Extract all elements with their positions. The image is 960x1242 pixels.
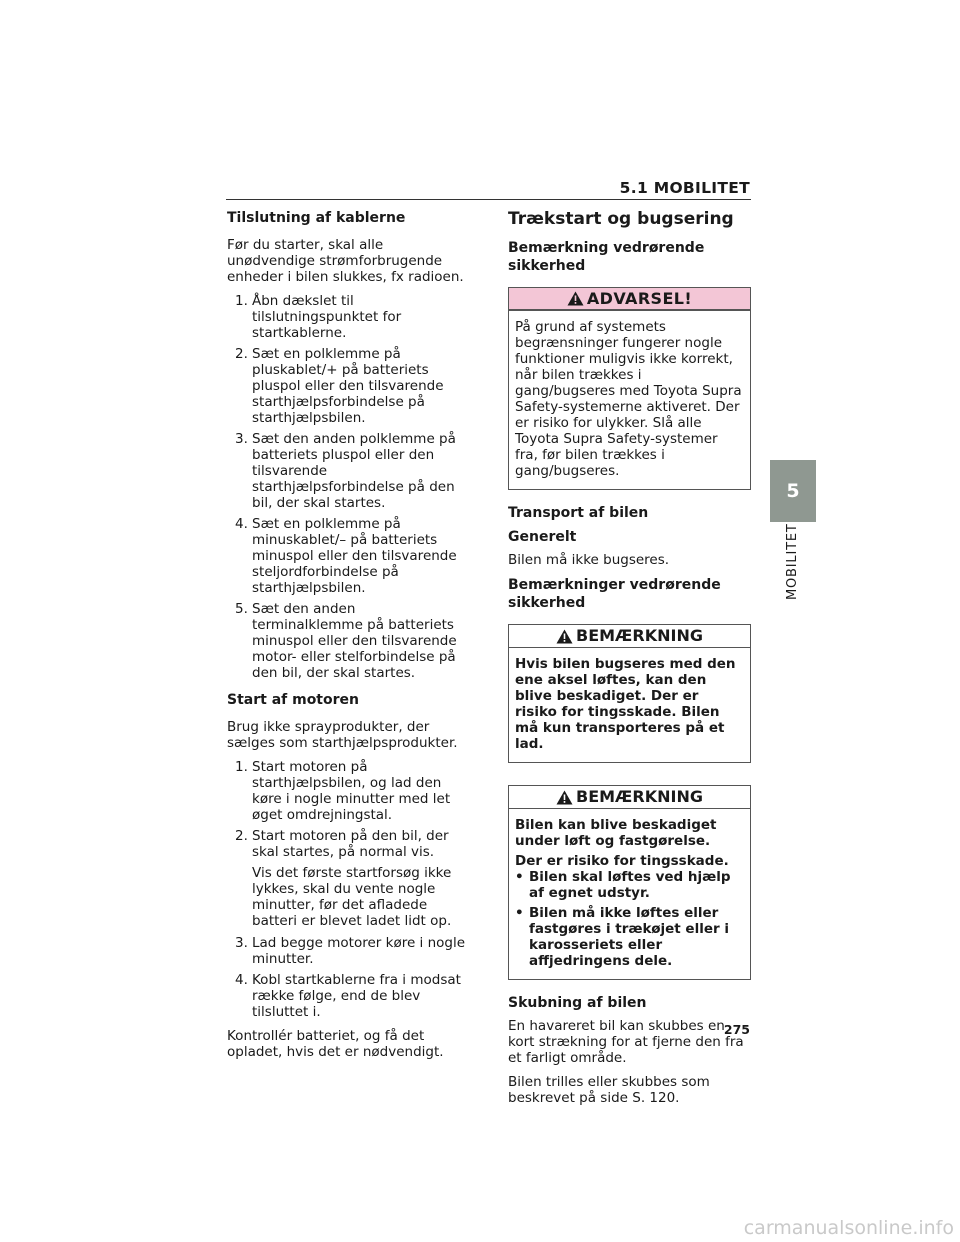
start-step (227, 759, 470, 823)
warning-triangle-icon (567, 291, 584, 306)
start-step-note: Vis det første startforsøg ikke lykkes, skal du vente nogle minutter, før det afladede batteri er blevet ladet lidt op. (252, 865, 452, 929)
step-text: Start motoren på den bil, der skal startes, på normal vis. (252, 828, 449, 860)
note-box (508, 785, 751, 980)
header-rule (226, 199, 751, 200)
warning-triangle-icon (556, 629, 573, 644)
step-number: 1. (235, 759, 248, 775)
general-text: Bilen må ikke bugseres. (508, 552, 670, 568)
transport-heading: Transport af bilen (508, 505, 649, 521)
step-number: 2. (235, 828, 248, 844)
step-number: 3. (235, 431, 248, 447)
note-bullet (515, 869, 744, 901)
right-column (508, 209, 751, 1114)
note-text: Der er risiko for tingsskade. (515, 853, 729, 869)
warning-box (508, 287, 751, 490)
closing-text: Kontrollér batteriet, og få det opladet, hvis det er nødvendigt. (227, 1028, 444, 1060)
note-text: Bilen kan blive beskadiget under løft og fastgørelse. (515, 817, 717, 849)
main-heading: Trækstart og bugsering (508, 209, 734, 229)
warning-title: ADVARSEL! (586, 288, 693, 308)
section-title: 5.1 MOBILITET (619, 179, 750, 197)
watermark: carmanualsonline.info (743, 1217, 954, 1239)
note-bullet (515, 905, 744, 969)
connect-step (227, 516, 470, 596)
start-intro: Brug ikke sprayprodukter, der sælges som starthjælpsprodukter. (227, 719, 458, 751)
start-step (227, 972, 470, 1020)
start-step (227, 935, 470, 967)
step-number: 4. (235, 516, 248, 532)
bullet-text: Bilen skal løftes ved hjælp af egnet udstyr. (529, 869, 731, 901)
push-heading: Skubning af bilen (508, 995, 647, 1011)
step-text: Sæt en polklemme på pluskablet/+ på batteriets pluspol eller den tilsvarende starthjælpsforbindelse på starthjælpsbilen. (252, 346, 444, 426)
step-text: Lad begge motorer køre i nogle minutter. (252, 935, 466, 967)
connect-step (227, 601, 470, 681)
start-step (227, 828, 470, 860)
bullet-icon: • (515, 905, 524, 921)
note-header (509, 786, 750, 809)
left-column (227, 209, 470, 1068)
connect-step (227, 431, 470, 511)
warning-text: På grund af systemets begrænsninger fungerer nogle funktioner muligvis ikke korrekt, når bilen trækkes i gang/bugseres med Toyota Supra Safety-systemerne aktiveret. Der er risiko for ulykker. Slå alle Toyota Supra Safety-systemer fra, før bilen trækkes i gang/bugseres. (515, 319, 742, 479)
bullet-text: Bilen må ikke løftes eller fastgøres i trækøjet eller i karosseriets eller affjedringens dele. (529, 905, 729, 969)
connect-heading: Tilslutning af kablerne (227, 210, 406, 226)
general-heading: Generelt (508, 529, 577, 545)
step-number: 1. (235, 293, 248, 309)
step-number: 2. (235, 346, 248, 362)
step-text: Sæt den anden polklemme på batteriets pluspol eller den tilsvarende starthjælpsforbindelse på den bil, der skal startes. (252, 431, 456, 511)
push-text: Bilen trilles eller skubbes som beskrevet på side S. 120. (508, 1074, 710, 1106)
chapter-tab[interactable] (770, 460, 816, 522)
start-heading: Start af motoren (227, 692, 359, 708)
warning-header (509, 288, 750, 311)
note-title: BEMÆRKNING (576, 626, 703, 645)
safety2-heading: Bemærkninger vedrørende sikkerhed (508, 577, 721, 611)
connect-step (227, 293, 470, 341)
page-number: 275 (723, 1022, 750, 1037)
step-number: 3. (235, 935, 248, 951)
chapter-number: 5 (786, 480, 800, 502)
note-header (509, 625, 750, 648)
bullet-icon: • (515, 869, 524, 885)
note-text: Hvis bilen bugseres med den ene aksel løftes, kan den blive beskadiget. Der er risiko for tingsskade. Bilen må kun transporteres på et lad. (515, 656, 736, 752)
step-text: Kobl startkablerne fra i modsat række følge, end de blev tilsluttet i. (252, 972, 461, 1020)
step-text: Sæt en polklemme på minuskablet/– på batteriets minuspol eller den tilsvarende steljordforbindelse på starthjælpsbilen. (252, 516, 457, 596)
note-title: BEMÆRKNING (576, 787, 703, 806)
note-box (508, 624, 751, 763)
connect-step (227, 346, 470, 426)
warning-triangle-icon (556, 790, 573, 805)
step-text: Sæt den anden terminalklemme på batteriets minuspol eller den tilsvarende motor- eller stelforbindelse på den bil, der skal startes. (252, 601, 457, 681)
connect-intro: Før du starter, skal alle unødvendige strømforbrugende enheder i bilen slukkes, fx radioen. (227, 237, 464, 285)
step-number: 4. (235, 972, 248, 988)
step-number: 5. (235, 601, 248, 617)
step-text: Åbn dækslet til tilslutningspunktet for startkablerne. (252, 293, 402, 341)
chapter-label: MOBILITET (785, 523, 800, 600)
push-text: En havareret bil kan skubbes en kort strækning for at fjerne den fra et farligt område. (508, 1018, 744, 1066)
safety-heading: Bemærkning vedrørende sikkerhed (508, 240, 705, 274)
step-text: Start motoren på starthjælpsbilen, og lad den køre i nogle minutter med let øget omdrejningstal. (252, 759, 451, 823)
